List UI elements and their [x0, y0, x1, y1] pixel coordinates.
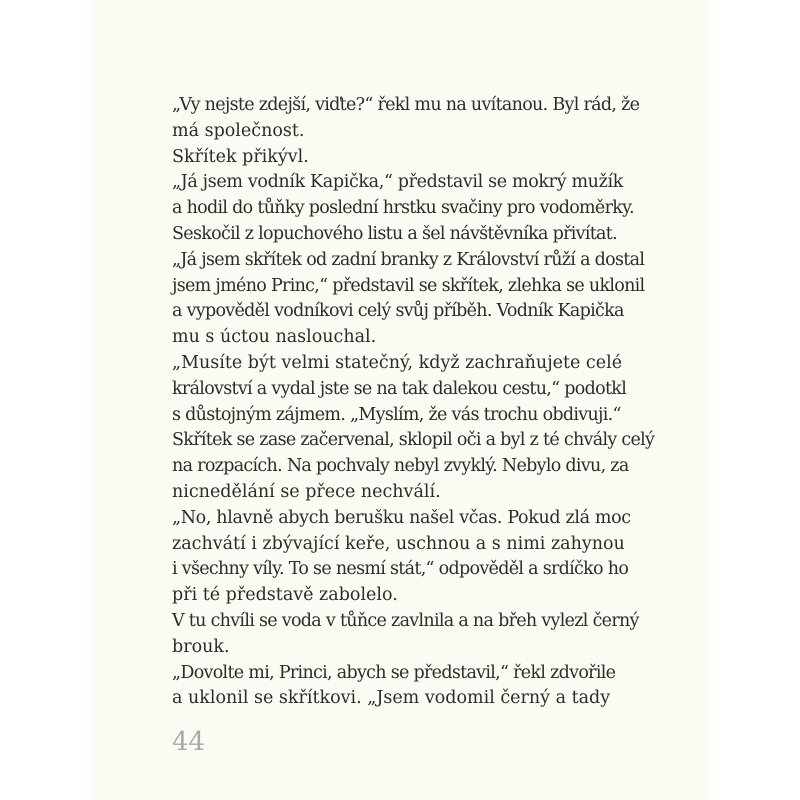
- text-line: „Dovolte mi, Princi, abych se představil,“ řekl zdvořile: [172, 662, 616, 683]
- text-line: „No, hlavně abych berušku našel včas. Pokud zlá moc: [172, 507, 631, 528]
- text-line: mu s úctou naslouchal.: [172, 327, 377, 348]
- text-line: „Vy nejste zdejší, viďte?“ řekl mu na uvítanou. Byl rád, že: [172, 95, 640, 115]
- text-line: i všechny víly. To se nesmí stát,“ odpověděl a srdíčko ho: [172, 559, 629, 580]
- page-text: [172, 93, 655, 712]
- page-number: 44: [172, 727, 206, 757]
- text-line: při té představě zabolelo.: [172, 585, 398, 606]
- text-line: na rozpacích. Na pochvaly nebyl zvyklý. Nebylo divu, za: [172, 456, 629, 477]
- text-line: nicnedělání se přece nechválí.: [172, 481, 441, 502]
- text-line: brouk.: [172, 636, 230, 657]
- text-line: s důstojným zájmem. „Myslím, že vás trochu obdivuji.“: [172, 404, 621, 425]
- text-line: má společnost.: [172, 120, 305, 141]
- text-line: jsem jméno Princ,“ představil se skřítek, zlehka se uklonil: [172, 275, 645, 296]
- text-line: Seskočil z lopuchového listu a šel návštěvníka přivítat.: [172, 223, 617, 244]
- text-line: Skřítek přikývl.: [172, 146, 309, 167]
- text-line: a uklonil se skřítkovi. „Jsem vodomil černý a tady: [172, 688, 611, 709]
- text-line: zachvátí i zbývající keře, uschnou a s nimi zahynou: [172, 533, 625, 554]
- text-line: Skřítek se zase začervenal, sklopil oči a byl z té chvály celý: [172, 430, 655, 451]
- text-line: „Já jsem vodník Kapička,“ představil se mokrý mužík: [172, 172, 623, 193]
- text-line: „Já jsem skřítek od zadní branky z Království růží a dostal: [172, 249, 645, 270]
- text-line: „Musíte být velmi statečný, když zachraňujete celé: [172, 352, 623, 373]
- text-line: a hodil do tůňky poslední hrstku svačiny pro vodoměrky.: [172, 198, 634, 219]
- text-line: a vypověděl vodníkovi celý svůj příběh. Vodník Kapička: [172, 301, 624, 322]
- book-page: [92, 0, 708, 800]
- text-line: království a vydal jste se na tak dalekou cestu,“ podotkl: [172, 378, 627, 399]
- text-line: V tu chvíli se voda v tůňce zavlnila a na břeh vylezl černý: [172, 610, 639, 631]
